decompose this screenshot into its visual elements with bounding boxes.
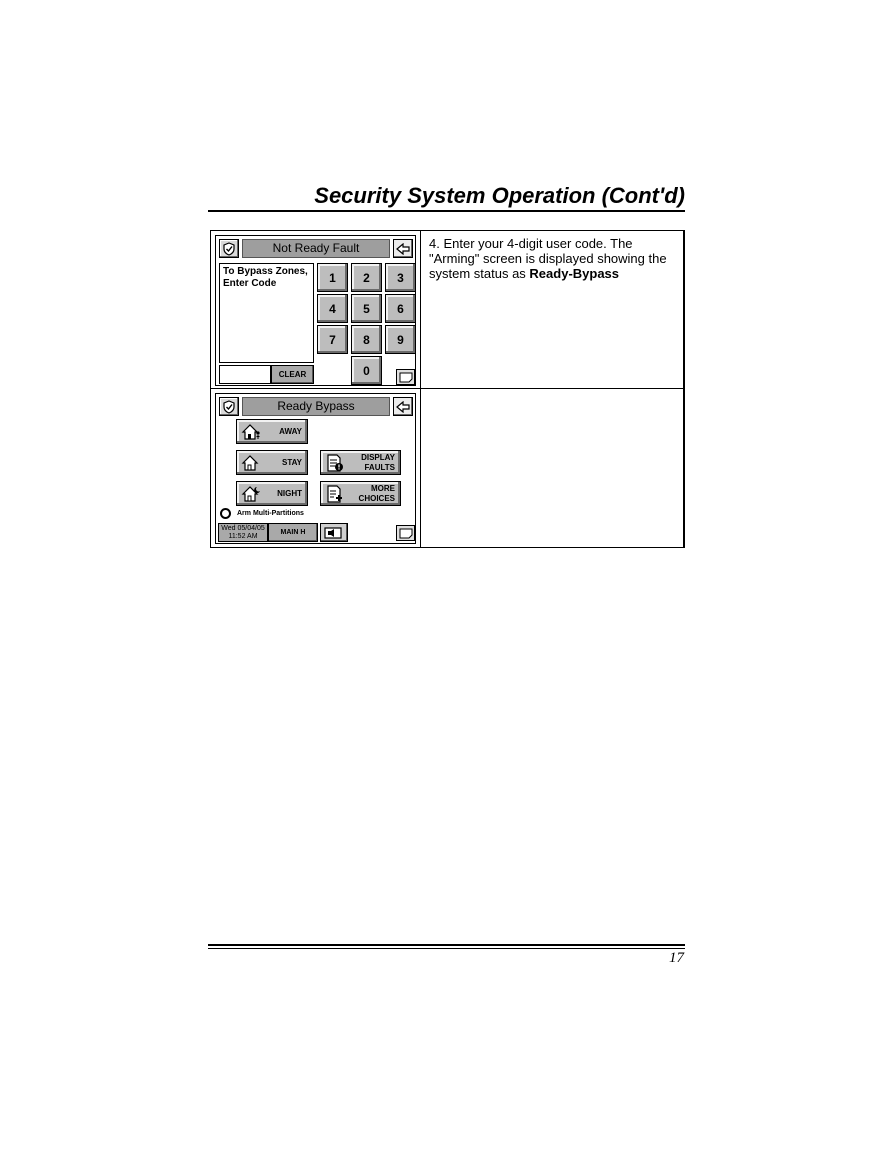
step-table [210, 230, 684, 548]
multi-partition-radio[interactable] [220, 508, 231, 519]
text-cell-1 [420, 230, 685, 389]
key-2[interactable]: 2 [351, 263, 382, 292]
keypad-screen [215, 235, 416, 386]
back-arrow-icon[interactable] [393, 397, 413, 416]
shield-icon[interactable] [219, 239, 239, 258]
document-icon [325, 454, 345, 472]
screenshot-cell-2 [210, 388, 421, 548]
house-icon [241, 423, 261, 441]
document-icon [325, 485, 345, 503]
multi-partition-label: Arm Multi-Partitions [237, 510, 304, 517]
page-title: Security System Operation (Cont'd) [314, 183, 685, 208]
prompt-box: To Bypass Zones, Enter Code [219, 263, 314, 363]
step-4-text [429, 236, 679, 281]
key-5[interactable]: 5 [351, 294, 382, 323]
stay-button[interactable] [236, 450, 308, 475]
key-3[interactable]: 3 [385, 263, 416, 292]
display-faults-button[interactable] [320, 450, 401, 475]
time-text: 11:52 AM [228, 533, 258, 540]
house-icon [241, 454, 261, 472]
text-cell-2 [420, 388, 685, 548]
shield-icon[interactable] [219, 397, 239, 416]
page-number: 17 [669, 950, 684, 966]
status-ready-bypass: Ready-Bypass [529, 266, 620, 281]
display-faults-line-2: FAULTS [364, 462, 395, 472]
screenshot-cell-1 [210, 230, 421, 389]
date-text: Wed 05/04/05 [221, 525, 265, 532]
display-faults-line-1: DISPLAY [361, 452, 395, 462]
more-choices-line-1: MORE [371, 483, 395, 493]
key-7[interactable]: 7 [317, 325, 348, 354]
code-field[interactable] [219, 365, 271, 384]
away-button[interactable] [236, 419, 308, 444]
step-4-instruction: 4. Enter your 4-digit user code. The "Arming" screen is displayed showing the system status as [429, 236, 667, 281]
stay-label: STAY [281, 457, 302, 467]
night-label: NIGHT [277, 488, 302, 498]
night-button[interactable] [236, 481, 308, 506]
more-choices-button[interactable] [320, 481, 401, 506]
title-rule [208, 210, 685, 212]
key-9[interactable]: 9 [385, 325, 416, 354]
key-8[interactable]: 8 [351, 325, 382, 354]
display-faults-label [361, 451, 395, 474]
more-choices-line-2: CHOICES [358, 493, 395, 503]
footer-rule [208, 944, 685, 946]
more-choices-label [359, 482, 395, 505]
speaker-icon[interactable] [320, 523, 348, 542]
away-label: AWAY [279, 426, 302, 436]
key-0[interactable]: 0 [351, 356, 382, 385]
key-6[interactable]: 6 [385, 294, 416, 323]
main-button[interactable]: MAIN H [268, 523, 318, 542]
date-time-display [218, 523, 268, 542]
screen-header: Not Ready Fault [242, 239, 390, 258]
screen-header: Ready Bypass [242, 397, 390, 416]
clear-button[interactable]: CLEAR [271, 365, 314, 384]
arming-screen [215, 393, 416, 544]
footer-rule-thin [208, 948, 685, 949]
back-arrow-icon[interactable] [393, 239, 413, 258]
page-corner-icon[interactable] [396, 369, 415, 385]
page-corner-icon[interactable] [396, 525, 415, 541]
house-icon [241, 485, 261, 503]
key-4[interactable]: 4 [317, 294, 348, 323]
key-1[interactable]: 1 [317, 263, 348, 292]
